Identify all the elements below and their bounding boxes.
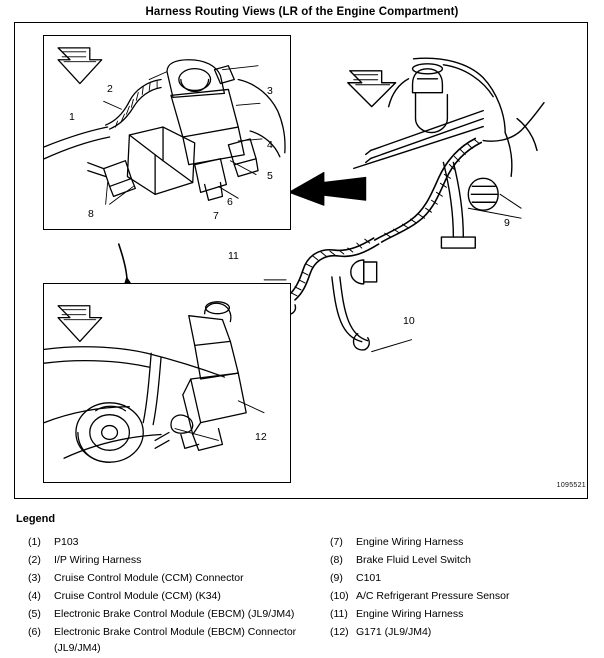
inset-bottom-illustration (44, 284, 290, 482)
legend-label: C101 (356, 572, 382, 584)
legend-number: (6) (28, 626, 41, 638)
legend-column-left (28, 534, 328, 658)
legend-item (28, 606, 328, 622)
legend-number: (12) (330, 626, 349, 638)
figure-id: 1095521 (556, 482, 586, 489)
legend-item (330, 606, 595, 622)
inset-top-illustration (44, 36, 290, 229)
legend-label: P103 (54, 536, 79, 548)
legend-item (28, 588, 328, 604)
callout-12: 12 (255, 431, 267, 443)
legend-item (28, 552, 328, 568)
legend-number: (5) (28, 608, 41, 620)
callout-11: 11 (228, 250, 239, 262)
callout-9: 9 (504, 217, 510, 229)
legend-heading: Legend (16, 513, 56, 525)
legend-number: (11) (330, 608, 348, 620)
legend-number: (10) (330, 590, 349, 602)
legend-label: Cruise Control Module (CCM) (K34) (54, 590, 221, 602)
callout-2: 2 (107, 83, 113, 95)
legend-number: (8) (330, 554, 343, 566)
legend-item (28, 534, 328, 550)
legend-label: A/C Refrigerant Pressure Sensor (356, 590, 510, 602)
page-title: Harness Routing Views (LR of the Engine Compartment) (145, 6, 459, 18)
legend-number: (4) (28, 590, 41, 602)
legend-label: Cruise Control Module (CCM) Connector (54, 572, 244, 584)
legend-number: (2) (28, 554, 41, 566)
callout-6: 6 (227, 196, 233, 208)
legend-label: G171 (JL9/JM4) (356, 626, 432, 638)
callout-1: 1 (69, 111, 75, 123)
callout-7: 7 (213, 210, 219, 222)
legend-label: Electronic Brake Control Module (EBCM) Connector (JL9/JM4) (54, 626, 297, 654)
inset-view-top (43, 35, 291, 230)
legend-label: Engine Wiring Harness (356, 536, 464, 548)
legend-number: (3) (28, 572, 41, 584)
legend-item (330, 534, 595, 550)
callout-5: 5 (267, 170, 273, 182)
harness-routing-figure (14, 22, 588, 499)
legend-item (28, 570, 328, 586)
inset-view-bottom (43, 283, 291, 483)
legend-label: Brake Fluid Level Switch (356, 554, 471, 566)
callout-10: 10 (403, 315, 415, 327)
legend-number: (7) (330, 536, 343, 548)
callout-4: 4 (267, 139, 273, 151)
legend-item (330, 570, 595, 586)
legend-label: I/P Wiring Harness (54, 554, 142, 566)
legend-item (330, 588, 595, 604)
legend-number: (1) (28, 536, 41, 548)
callout-3: 3 (267, 85, 273, 97)
legend-label: Electronic Brake Control Module (EBCM) (JL9/JM4) (54, 608, 295, 620)
legend-item (330, 624, 595, 640)
legend-number: (9) (330, 572, 343, 584)
legend-label: Engine Wiring Harness (356, 608, 464, 620)
legend-item (330, 552, 595, 568)
legend-item (28, 624, 328, 656)
callout-8: 8 (88, 208, 94, 220)
legend-column-right (330, 534, 595, 642)
